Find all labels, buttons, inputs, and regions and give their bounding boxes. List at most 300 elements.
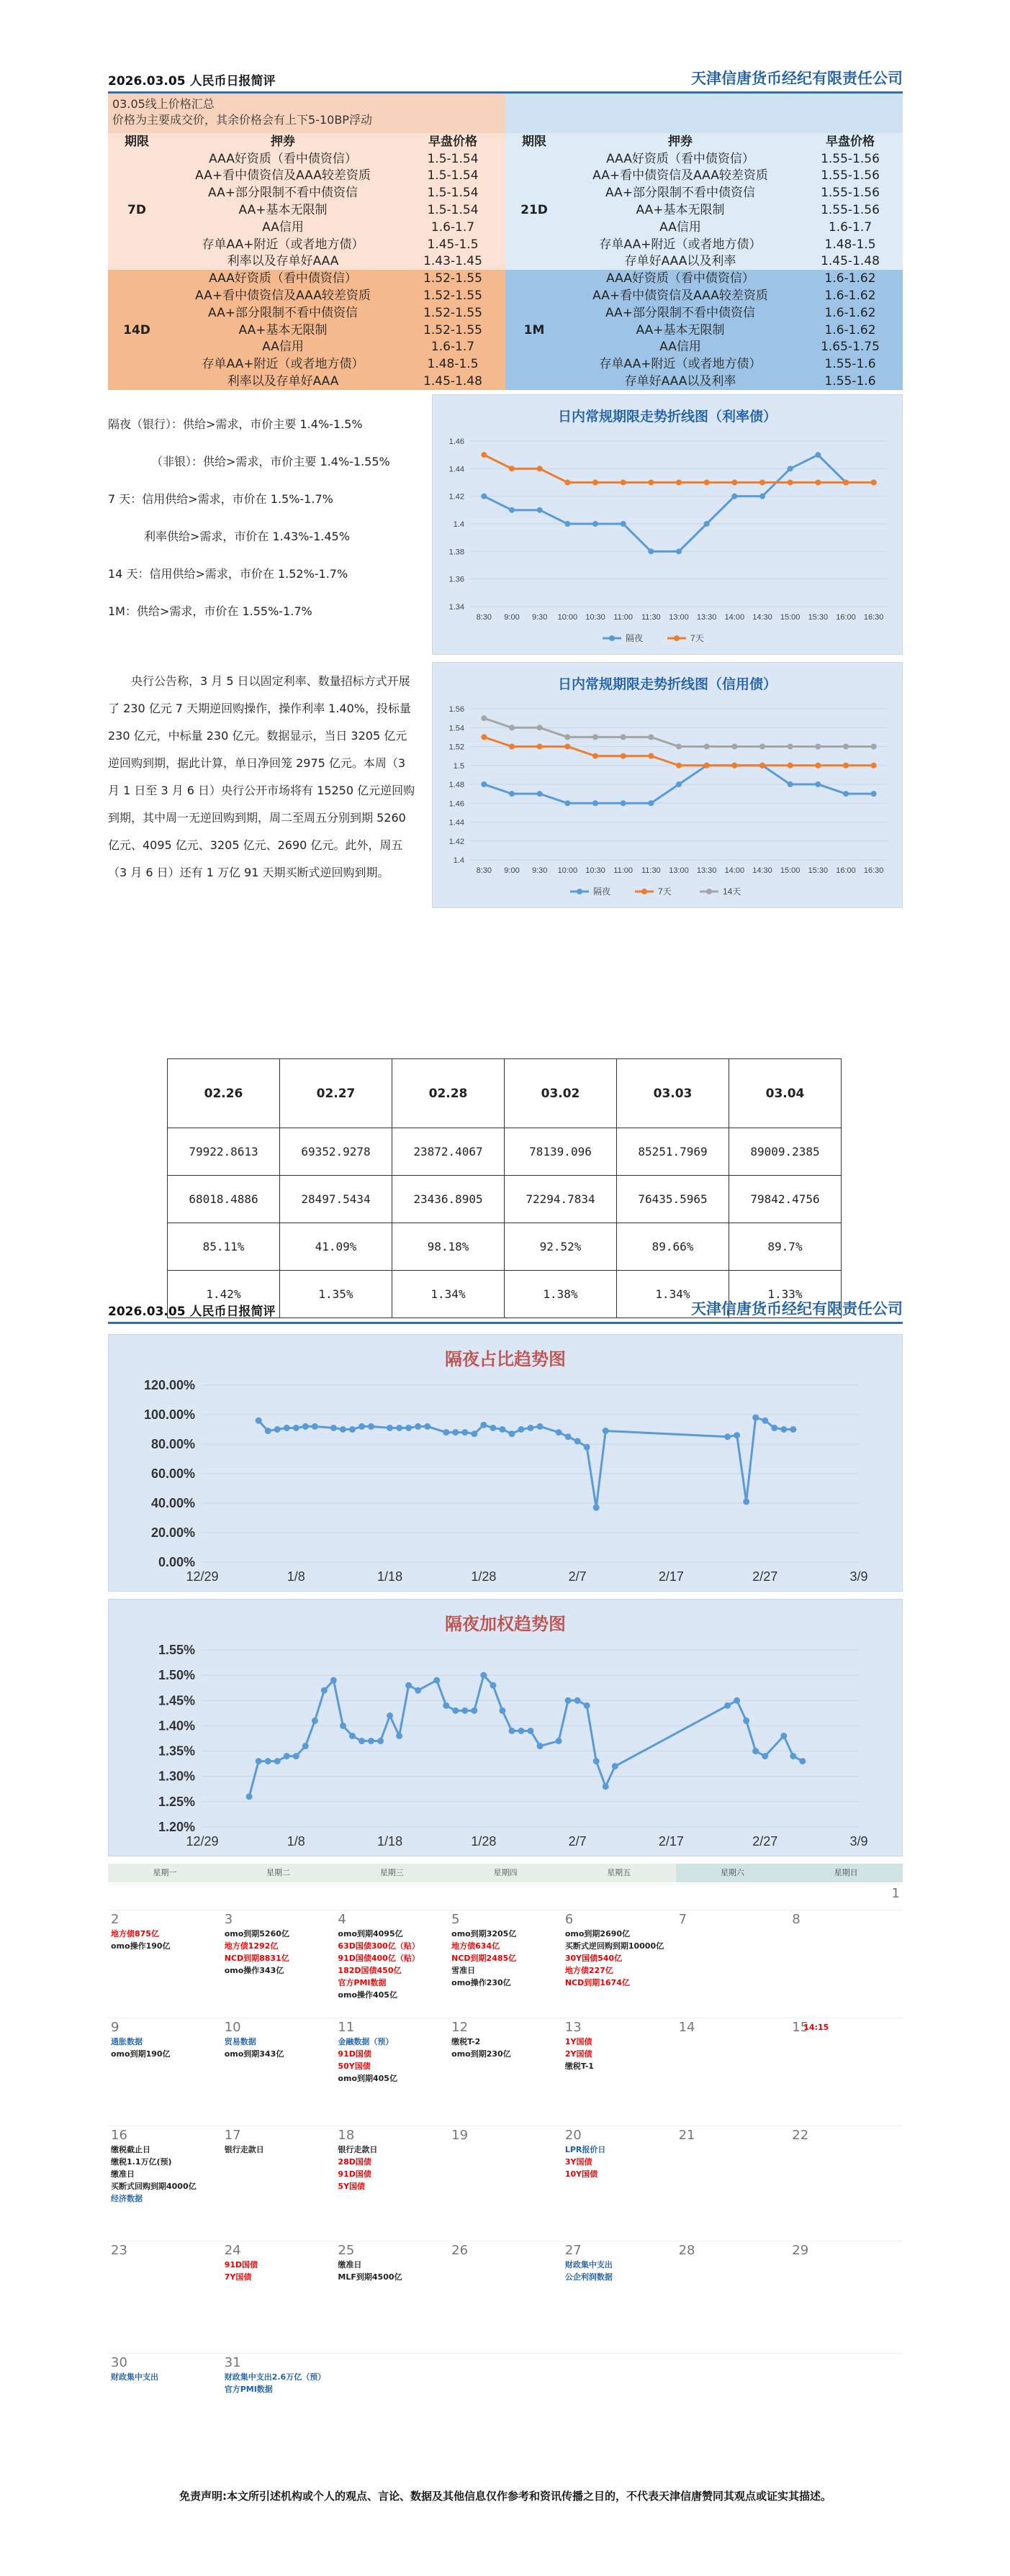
calendar-day[interactable] (335, 1884, 448, 1910)
chart-svg (109, 1600, 902, 1856)
data-point (556, 1738, 562, 1744)
calendar-day[interactable] (108, 2018, 222, 2126)
calendar-day[interactable] (448, 1884, 562, 1910)
data-point (274, 1426, 281, 1433)
data-point (537, 1743, 544, 1749)
data-point (843, 480, 849, 486)
y-tick-label: 40.00% (150, 1496, 195, 1510)
weekday-header: 星期四 (448, 1864, 562, 1882)
date-header-cell: 03.03 (617, 1059, 729, 1128)
calendar-day[interactable] (448, 2126, 562, 2241)
data-point (815, 452, 821, 458)
data-point (592, 800, 598, 806)
data-point (731, 494, 737, 499)
price-cell: 1.52-1.55 (400, 322, 505, 339)
calendar-day[interactable] (448, 2241, 562, 2353)
data-point (815, 763, 821, 768)
report-date-title: 2026.03.05 人民币日报简评 (108, 74, 276, 89)
day-number: 13 (564, 2020, 582, 2035)
price-cell: 1.5-1.54 (400, 150, 505, 168)
x-tick-label: 12/29 (186, 1834, 219, 1849)
data-point (734, 1432, 740, 1438)
calendar-day[interactable] (448, 2353, 562, 2432)
day-number: 9 (111, 2020, 120, 2035)
price-col-header: 押券 (563, 133, 798, 150)
data-cell: 41.09% (280, 1223, 392, 1271)
day-number: 28 (678, 2243, 695, 2258)
day-number: 18 (338, 2128, 355, 2143)
price-cell: 存单AA+附近（或者地方债） (563, 236, 798, 253)
calendar-event: 银行走款日 (224, 2145, 264, 2154)
day-number: 5 (451, 1912, 460, 1927)
day-number: 25 (338, 2243, 355, 2258)
series-line (484, 718, 873, 746)
y-tick-label: 80.00% (150, 1437, 195, 1451)
data-point (490, 1682, 496, 1689)
data-point (843, 791, 849, 797)
calendar-event: 地方债1292亿 (224, 1941, 279, 1951)
data-point (284, 1753, 290, 1759)
calendar-event: omo操作230亿 (451, 1978, 511, 1987)
day-number: 24 (224, 2243, 241, 2258)
data-point (349, 1733, 356, 1739)
price-cell: 1.6-1.7 (798, 219, 903, 236)
x-tick-label: 13:00 (669, 613, 689, 622)
y-tick-label: 1.36 (448, 575, 464, 584)
calendar-day[interactable] (108, 1910, 222, 2018)
data-point (537, 744, 543, 750)
data-point (528, 1425, 534, 1431)
day-number: 26 (451, 2243, 469, 2258)
data-point (771, 1425, 777, 1431)
data-point (648, 734, 654, 740)
x-tick-label: 10:00 (557, 613, 578, 622)
company-name: 天津信唐货币经纪有限责任公司 (691, 70, 903, 87)
data-point (359, 1423, 365, 1430)
data-point (564, 734, 570, 740)
calendar-day[interactable] (108, 2241, 222, 2353)
calendar-day[interactable] (562, 2241, 676, 2353)
calendar-day[interactable] (335, 2353, 448, 2432)
calendar-event: 182D国债450亿 (338, 1966, 402, 1975)
calendar-event: 3Y国债 (564, 2157, 592, 2167)
calendar-day[interactable] (789, 2353, 903, 2432)
x-tick-label: 13:30 (696, 613, 717, 622)
data-point (752, 1415, 759, 1421)
data-point (752, 1748, 759, 1754)
y-tick-label: 1.55% (158, 1643, 195, 1657)
x-tick-label: 9:30 (531, 613, 548, 622)
calendar-event: 91D国债400亿（贴） (338, 1954, 420, 1963)
price-cell: 1.6-1.62 (798, 322, 903, 339)
calendar-event: 经济数据 (111, 2194, 143, 2203)
data-point (592, 480, 598, 486)
data-point (293, 1753, 299, 1759)
data-point (621, 753, 626, 759)
summary-line: 利率供给>需求，市价在 1.43%-1.45% (144, 530, 350, 543)
data-point (481, 715, 487, 721)
data-point (537, 507, 543, 513)
data-point (724, 1702, 731, 1709)
data-cell: 76435.5965 (617, 1176, 729, 1223)
calendar-day[interactable] (335, 2018, 448, 2126)
data-cell: 1.38% (505, 1271, 617, 1318)
calendar-day[interactable] (222, 1910, 335, 2018)
data-point (433, 1677, 440, 1684)
data-point (648, 800, 654, 806)
price-cell: 1.45-1.48 (400, 373, 505, 390)
data-point (564, 521, 570, 527)
data-cell: 79842.4756 (729, 1176, 842, 1223)
calendar-event: 缴准日 (338, 2260, 362, 2269)
calendar-day[interactable] (222, 1884, 335, 1910)
data-point (734, 1697, 740, 1704)
data-point (759, 744, 765, 750)
day-number: 2 (111, 1912, 120, 1927)
data-point (676, 781, 682, 787)
data-point (593, 1758, 600, 1764)
data-point (537, 466, 543, 471)
summary-line: 14 天：信用供给>需求，市价在 1.52%-1.7% (108, 567, 348, 581)
day-number: 31 (224, 2355, 241, 2370)
series-line (484, 737, 873, 765)
y-tick-label: 60.00% (150, 1466, 195, 1481)
calendar-day[interactable] (335, 2241, 448, 2353)
data-point (340, 1723, 346, 1729)
data-point (387, 1425, 393, 1431)
calendar-event: omo到期4095亿 (338, 1929, 403, 1938)
y-tick-label: 1.44 (448, 818, 464, 827)
calendar-day[interactable] (108, 2126, 222, 2241)
day-number: 27 (564, 2243, 582, 2258)
calendar-event: 10Y国债 (564, 2169, 598, 2179)
x-tick-label: 11:30 (641, 866, 661, 875)
calendar-event: 地方债634亿 (451, 1941, 500, 1951)
date-header-cell: 03.02 (505, 1059, 617, 1128)
chart-title: 日内常规期限走势折线图（利率债） (557, 409, 777, 425)
calendar-event: 买断式逆回购到期10000亿 (564, 1941, 664, 1951)
data-point (471, 1430, 477, 1437)
price-cell: AAA好资质（看中债资信） (166, 270, 400, 287)
x-tick-label: 15:30 (808, 866, 829, 875)
data-point (480, 1422, 487, 1428)
data-point (293, 1425, 299, 1431)
x-tick-label: 14:30 (752, 866, 772, 875)
calendar-event: 30Y国债540亿 (564, 1954, 623, 1963)
data-point (415, 1423, 421, 1430)
price-cell: 1.55-1.56 (798, 184, 903, 201)
data-point (584, 1444, 590, 1451)
legend-label: 隔夜 (626, 633, 644, 643)
data-point (321, 1687, 328, 1694)
chart-title: 日内常规期限走势折线图（信用债） (557, 677, 777, 692)
price-cell: 1.55-1.6 (798, 373, 903, 390)
x-tick-label: 2/17 (658, 1569, 684, 1584)
data-cell: 85251.7969 (617, 1128, 729, 1176)
price-cell: AA信用 (563, 219, 798, 236)
weekday-header: 星期六 (676, 1864, 790, 1882)
day-number: 22 (792, 2128, 809, 2143)
data-point (621, 521, 626, 527)
data-point (302, 1423, 309, 1430)
calendar-day[interactable] (222, 2018, 335, 2126)
calendar-day[interactable] (562, 2353, 676, 2432)
calendar-day[interactable] (108, 1884, 222, 1910)
price-col-header: 早盘价格 (400, 133, 505, 150)
data-point (788, 466, 793, 471)
calendar-event: 地方债875亿 (111, 1929, 159, 1938)
data-point (481, 494, 487, 499)
summary-line: 1M：供给>需求，市价在 1.55%-1.7% (108, 604, 312, 618)
data-cell: 1.34% (392, 1271, 505, 1318)
calendar-day[interactable] (222, 2241, 335, 2353)
calendar-day[interactable] (676, 2353, 790, 2432)
price-cell: 1.52-1.55 (400, 270, 505, 287)
calendar-day[interactable] (562, 2018, 676, 2126)
legend-marker (577, 889, 582, 894)
data-point (405, 1425, 412, 1431)
calendar-event: 金融数据（预） (338, 2037, 394, 2046)
price-cell: 1.5-1.54 (400, 168, 505, 185)
data-point (368, 1738, 374, 1744)
y-tick-label: 1.38 (448, 548, 464, 557)
x-tick-label: 15:30 (808, 613, 829, 622)
calendar-day[interactable] (789, 1884, 903, 1910)
data-cell: 98.18% (392, 1223, 505, 1271)
event-calendar (108, 1864, 903, 2432)
calendar-event: 2Y国债 (564, 2049, 592, 2059)
data-point (676, 480, 682, 486)
data-cell: 1.42% (168, 1271, 280, 1318)
calendar-day[interactable] (335, 2126, 448, 2241)
legend-label: 隔夜 (593, 886, 611, 897)
calendar-event: 财政集中支出 (111, 2372, 158, 2382)
x-tick-label: 15:00 (780, 866, 801, 875)
day-number: 23 (111, 2243, 127, 2258)
price-cell: 存单AA+附近（或者地方债） (166, 355, 400, 373)
calendar-event: MLF到期4500亿 (338, 2272, 402, 2282)
x-tick-label: 1/28 (471, 1569, 497, 1584)
calendar-day[interactable] (789, 2126, 903, 2241)
x-tick-label: 1/8 (287, 1834, 305, 1849)
y-tick-label: 1.5 (453, 761, 464, 771)
x-tick-label: 8:30 (476, 866, 492, 875)
calendar-day[interactable] (789, 1910, 903, 2018)
data-point (461, 1707, 468, 1714)
calendar-event: 1Y国债 (564, 2037, 592, 2046)
calendar-event: omo操作190亿 (111, 1941, 171, 1951)
series-line (249, 1675, 803, 1797)
data-point (330, 1677, 337, 1684)
data-point (648, 753, 654, 759)
price-cell: 1.5-1.54 (400, 201, 505, 219)
data-point (509, 791, 515, 797)
calendar-event: 缴税T-2 (451, 2037, 481, 2046)
legend-marker (706, 889, 712, 894)
report-date-title-2: 2026.03.05 人民币日报简评 (108, 1305, 276, 1319)
x-tick-label: 1/18 (377, 1569, 403, 1584)
calendar-event: omo操作343亿 (224, 1966, 284, 1975)
day-number: 11 (338, 2020, 355, 2035)
weekday-header: 星期五 (562, 1864, 676, 1882)
calendar-day[interactable] (676, 1910, 790, 2018)
data-point (788, 781, 793, 787)
calendar-day[interactable] (676, 2018, 790, 2126)
day-number: 8 (792, 1912, 801, 1927)
overnight-data-table (167, 1058, 842, 1318)
price-table-caption: 03.05线上价格汇总 价格为主要成交价，其余价格会有上下5-10BP浮动 (108, 94, 903, 133)
y-tick-label: 0.00% (158, 1555, 195, 1569)
date-header-cell: 02.26 (168, 1059, 280, 1128)
x-tick-label: 10:30 (585, 613, 605, 622)
price-cell: 1.65-1.75 (798, 339, 903, 356)
x-tick-label: 15:00 (780, 613, 801, 622)
x-tick-label: 14:30 (752, 613, 772, 622)
data-point (349, 1426, 356, 1433)
data-point (480, 1672, 487, 1679)
page-header-2 (108, 1300, 903, 1324)
summary-line: 隔夜（银行）：供给>需求，市价主要 1.4%-1.5% (108, 417, 363, 431)
price-col-header: 期限 (505, 133, 563, 150)
price-cell: 1.6-1.7 (400, 339, 505, 356)
x-tick-label: 1/28 (471, 1834, 497, 1849)
data-point (508, 1728, 515, 1734)
calendar-day[interactable] (108, 2353, 222, 2432)
data-cell: 89009.2385 (729, 1128, 842, 1176)
data-point (593, 1505, 600, 1511)
data-point (396, 1733, 402, 1739)
calendar-day[interactable] (222, 2126, 335, 2241)
data-cell: 1.33% (729, 1271, 842, 1318)
data-point (256, 1758, 262, 1764)
x-tick-label: 8:30 (476, 613, 492, 622)
data-point (704, 521, 710, 527)
y-tick-label: 1.46 (448, 437, 464, 446)
price-cell: AA信用 (563, 339, 798, 356)
period-label: 21D (505, 150, 563, 271)
price-cell: 1.45-1.5 (400, 236, 505, 253)
calendar-day[interactable] (676, 1884, 790, 1910)
intraday-credit-bond-chart (432, 662, 903, 908)
calendar-day[interactable] (789, 2241, 903, 2353)
data-point (461, 1429, 468, 1436)
data-cell: 85.11% (168, 1223, 280, 1271)
data-point (499, 1707, 505, 1714)
calendar-event: 缴税截止日 (111, 2145, 150, 2154)
time-note: 14:15 (803, 2023, 829, 2032)
calendar-event: 雪准日 (451, 1966, 476, 1975)
calendar-event: 28D国债 (338, 2157, 371, 2167)
price-cell: AA+部分限制不看中债资信 (166, 304, 400, 322)
data-point (359, 1738, 365, 1744)
calendar-day[interactable] (789, 2018, 903, 2126)
data-point (762, 1418, 768, 1424)
data-point (704, 763, 710, 768)
data-point (396, 1425, 402, 1431)
data-point (731, 763, 737, 768)
x-tick-label: 16:00 (836, 866, 856, 875)
y-tick-label: 1.25% (158, 1794, 195, 1809)
x-tick-label: 11:00 (613, 866, 633, 875)
data-point (648, 548, 654, 554)
calendar-event: 缴税T-1 (564, 2062, 594, 2071)
data-point (509, 466, 515, 471)
intraday-rate-bond-chart (432, 394, 903, 655)
data-point (565, 1433, 572, 1440)
calendar-day[interactable] (335, 1910, 448, 2018)
y-tick-label: 1.48 (448, 781, 464, 789)
data-point (871, 744, 877, 750)
data-point (676, 763, 682, 768)
price-grid (108, 133, 903, 390)
data-point (499, 1426, 505, 1433)
data-cell: 1.35% (280, 1271, 392, 1318)
data-point (871, 480, 877, 486)
price-cell: 1.6-1.62 (798, 304, 903, 322)
calendar-day[interactable] (448, 1910, 562, 2018)
y-tick-label: 1.45% (158, 1693, 195, 1708)
legend-label: 7天 (690, 633, 704, 643)
y-tick-label: 1.40% (158, 1718, 195, 1733)
data-point (312, 1423, 318, 1430)
price-cell: AAA好资质（看中债资信） (563, 270, 798, 287)
data-point (377, 1738, 384, 1744)
data-point (743, 1718, 749, 1724)
data-point (509, 744, 515, 750)
x-tick-label: 10:30 (585, 866, 605, 875)
data-point (256, 1418, 262, 1424)
calendar-day[interactable] (562, 1910, 676, 2018)
price-cell: AAA好资质（看中债资信） (166, 150, 400, 168)
chart-svg (109, 1335, 902, 1591)
day-number: 21 (678, 2128, 695, 2143)
data-point (790, 1753, 796, 1759)
price-cell: 1.52-1.55 (400, 287, 505, 304)
calendar-day[interactable] (562, 2126, 676, 2241)
calendar-day[interactable] (448, 2018, 562, 2126)
x-tick-label: 16:30 (863, 613, 884, 622)
calendar-event: 银行走款日 (338, 2145, 378, 2154)
calendar-day[interactable] (676, 2241, 790, 2353)
x-tick-label: 11:30 (641, 613, 661, 622)
data-point (799, 1758, 806, 1764)
y-tick-label: 100.00% (143, 1407, 195, 1422)
data-point (612, 1763, 618, 1769)
data-point (704, 744, 710, 750)
data-cell: 23872.4067 (392, 1128, 505, 1176)
calendar-event: 缴税1.1万亿(预) (111, 2157, 172, 2167)
x-tick-label: 16:00 (836, 613, 856, 622)
price-cell: AA+基本无限制 (563, 201, 798, 219)
calendar-event: LPR报价日 (564, 2145, 606, 2154)
weekday-header: 星期三 (335, 1864, 448, 1882)
data-point (621, 480, 626, 486)
price-cell: AA信用 (166, 339, 400, 356)
calendar-day[interactable] (222, 2353, 335, 2432)
y-tick-label: 1.42 (448, 837, 464, 846)
calendar-day[interactable] (676, 2126, 790, 2241)
data-point (762, 1753, 768, 1759)
data-cell: 68018.4886 (168, 1176, 280, 1223)
overnight-weighted-trend-chart (108, 1599, 903, 1856)
x-tick-label: 1/18 (377, 1834, 403, 1849)
data-point (528, 1728, 534, 1734)
price-cell: AA+部分限制不看中债资信 (563, 304, 798, 322)
calendar-day[interactable] (562, 1884, 676, 1910)
day-number: 6 (564, 1912, 574, 1927)
legend-label: 14天 (723, 886, 741, 897)
data-point (368, 1423, 374, 1430)
